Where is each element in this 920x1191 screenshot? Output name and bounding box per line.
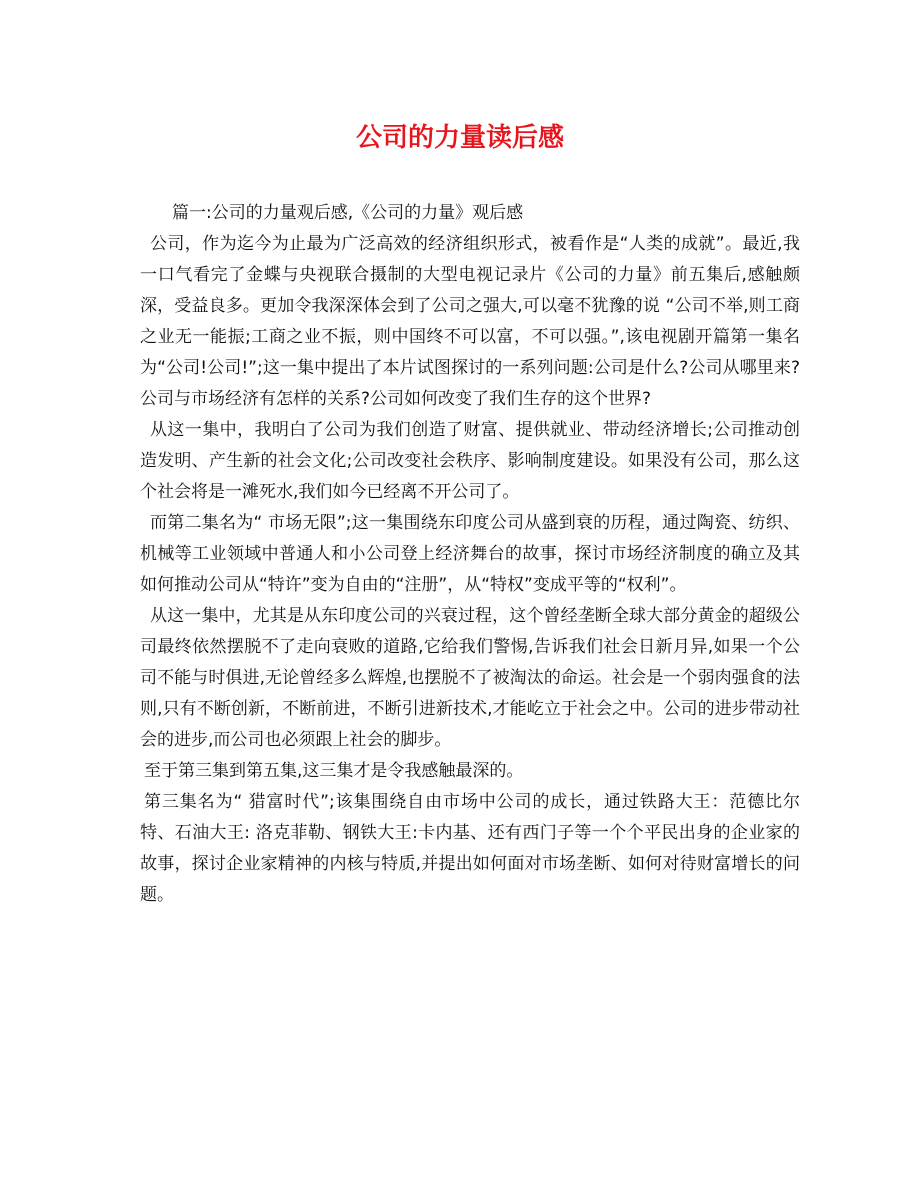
subheading: 篇一:公司的力量观后感,《公司的力量》观后感 <box>172 203 524 223</box>
document-title: 公司的力量读后感 <box>355 123 564 153</box>
document-body <box>140 198 800 911</box>
paragraph-episode-two-reflection: 从这一集中，尤其是从东印度公司的兴衰过程，这个曾经垄断全球大部分黄金的超级公司最终依然摆脱不了走向衰败的道路,它给我们警惕,告诉我们社会日新月异,如果一个公司不能与时俱进,无论曾经多么辉煌,也摆脱不了被淘汰的命运。社会是一个弱肉强食的法则,只有不断创新，不断前进，不断引进新技术,才能屹立于社会之中。公司的进步带动社会的进步,而公司也必须跟上社会的脚步。 <box>140 606 800 750</box>
paragraph-episode-two: 而第二集名为“ 市场无限”;这一集围绕东印度公司从盛到衰的历程，通过陶瓷、纺织、机械等工业领域中普通人和小公司登上经济舞台的故事，探讨市场经济制度的确立及其如何推动公司从“特许”变为自由的“注册”，从“特权”变成平等的“权利”。 <box>140 513 800 595</box>
paragraph-episode-three: 第三集名为“ 猎富时代”;该集围绕自由市场中公司的成长，通过铁路大王：范德比尔特、石油大王: 洛克菲勒、钢铁大王:卡内基、还有西门子等一个个平民出身的企业家的故事，探讨企业家精神的内核与特质,并提出如何面对市场垄断、如何对待财富增长的问题。 <box>140 792 800 905</box>
paragraph-intro: 公司，作为迄今为止最为广泛高效的经济组织形式，被看作是“人类的成就”。最近,我一口气看完了金蝶与央视联合摄制的大型电视记录片《公司的力量》前五集后,感触颇深，受益良多。更加令我深深体会到了公司之强大,可以毫不犹豫的说 “公司不举,则工商之业无一能振;工商之业不振，则中国终不可以富，不可以强。”,该电视剧开篇第一集名为“公司!公司!”;这一集中提出了本片试图探讨的一系列问题:公司是什么?公司从哪里来? 公司与市场经济有怎样的关系?公司如何改变了我们生存的这个世界? <box>140 234 800 409</box>
paragraph-episode-one-reflection: 从这一集中，我明白了公司为我们创造了财富、提供就业、带动经济增长;公司推动创造发明、产生新的社会文化;公司改变社会秩序、影响制度建设。如果没有公司，那么这个社会将是一滩死水,我们如今已经离不开公司了。 <box>140 420 800 502</box>
paragraph-transition: 至于第三集到第五集,这三集才是令我感触最深的。 <box>144 761 524 781</box>
